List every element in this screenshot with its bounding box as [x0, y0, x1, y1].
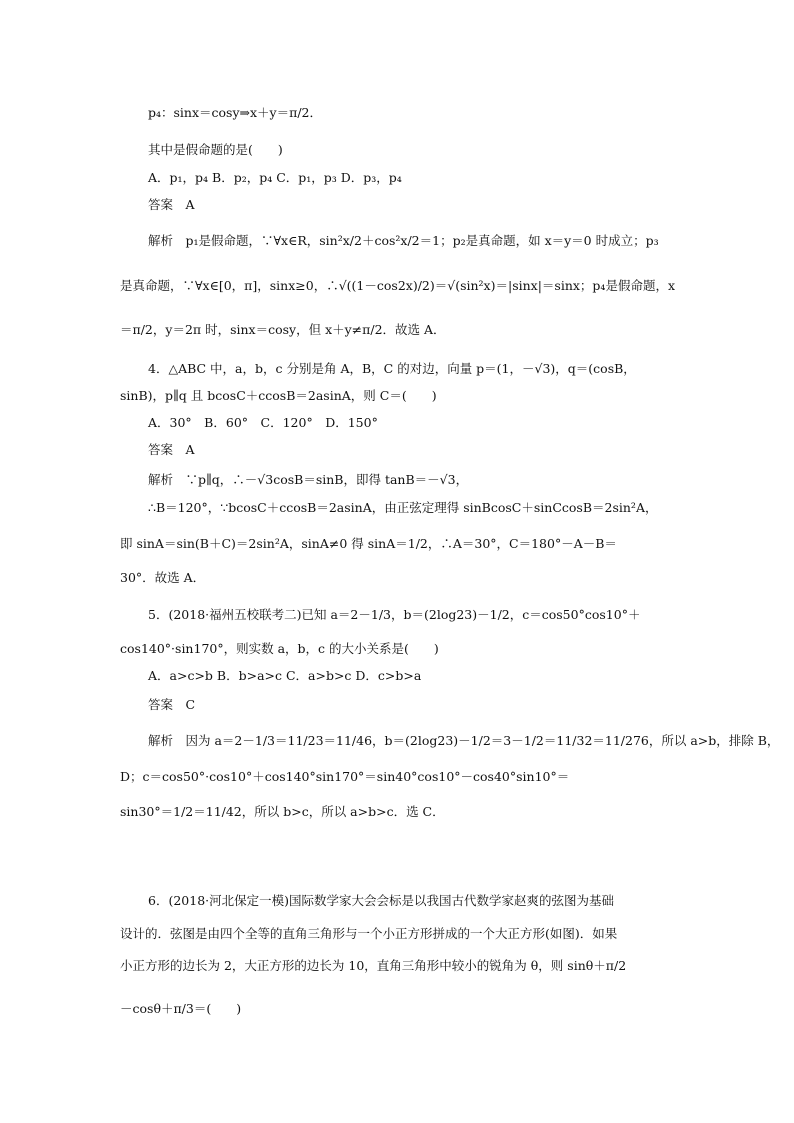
- question-5-stem: 5．(2018·福州五校联考二)已知 a＝2－1/3，b＝(2log23)－1/2，c＝cos50°cos10°＋: [148, 607, 641, 622]
- question-5-stem: cos140°·sin170°，则实数 a，b，c 的大小关系是( ): [120, 641, 439, 656]
- question-4-analysis: 即 sinA＝sin(B＋C)＝2sin²A，sinA≠0 得 sinA＝1/2，∴A＝30°，C＝180°－A－B＝: [120, 536, 617, 551]
- question-4-answer: 答案 A: [148, 442, 195, 457]
- question-6-stem: 6．(2018·河北保定一模)国际数学家大会会标是以我国古代数学家赵爽的弦图为基础: [148, 893, 614, 908]
- question-stem: 其中是假命题的是( ): [148, 142, 283, 157]
- question-4-options: A．30° B．60° C．120° D．150°: [148, 415, 378, 430]
- question-4-analysis: 解析 ∵p∥q，∴－√3cosB＝sinB，即得 tanB＝－√3，: [148, 472, 469, 487]
- question-5-analysis: D；c＝cos50°·cos10°＋cos140°sin170°＝sin40°cos10°－cos40°sin10°＝: [120, 769, 570, 784]
- analysis-line: 是真命题，∵∀x∈[0，π]，sinx≥0，∴√((1－cos2x)/2)＝√(sin²x)＝|sinx|＝sinx；p₄是假命题，x: [120, 278, 675, 293]
- question-4-stem: 4．△ABC 中，a，b，c 分别是角 A，B，C 的对边，向量 p＝(1，－√3)，q＝(cosB，: [148, 361, 636, 376]
- question-6-stem: 小正方形的边长为 2，大正方形的边长为 10，直角三角形中较小的锐角为 θ，则 sinθ＋π/2: [120, 958, 627, 973]
- question-5-analysis: 解析 因为 a＝2－1/3＝11/23＝11/46，b＝(2log23)－1/2＝3－1/2＝11/32＝11/276，所以 a>b，排除 B，: [148, 733, 780, 748]
- question-5-answer: 答案 C: [148, 697, 196, 712]
- question-answer: 答案 A: [148, 197, 195, 212]
- question-4-analysis: 30°．故选 A．: [120, 570, 206, 585]
- question-options: A．p₁，p₄ B．p₂，p₄ C．p₁，p₃ D．p₃，p₄: [148, 170, 402, 185]
- analysis-line: 解析 p₁是假命题，∵∀x∈R，sin²x/2＋cos²x/2＝1；p₂是真命题，如 x＝y＝0 时成立；p₃: [148, 233, 659, 248]
- question-6-stem: －cosθ＋π/3＝( ): [120, 1001, 242, 1016]
- question-5-analysis: sin30°＝1/2＝11/42，所以 b>c，所以 a>b>c．选 C．: [120, 804, 445, 819]
- analysis-line: ＝π/2，y＝2π 时，sinx＝cosy，但 x＋y≠π/2．故选 A．: [120, 322, 446, 337]
- question-4-stem: sinB)，p∥q 且 bcosC＋ccosB＝2asinA，则 C＝( ): [120, 388, 437, 403]
- question-6-stem: 设计的．弦图是由四个全等的直角三角形与一个小正方形拼成的一个大正方形(如图)．如果: [120, 926, 618, 941]
- question-5-options: A．a>c>b B．b>a>c C．a>b>c D．c>b>a: [148, 668, 422, 683]
- proposition-p4: p₄：sinx＝cosy⇒x＋y＝π/2．: [148, 105, 322, 120]
- question-4-analysis: ∴B＝120°，∵bcosC＋ccosB＝2asinA，由正弦定理得 sinBcosC＋sinCcosB＝2sin²A，: [148, 500, 658, 515]
